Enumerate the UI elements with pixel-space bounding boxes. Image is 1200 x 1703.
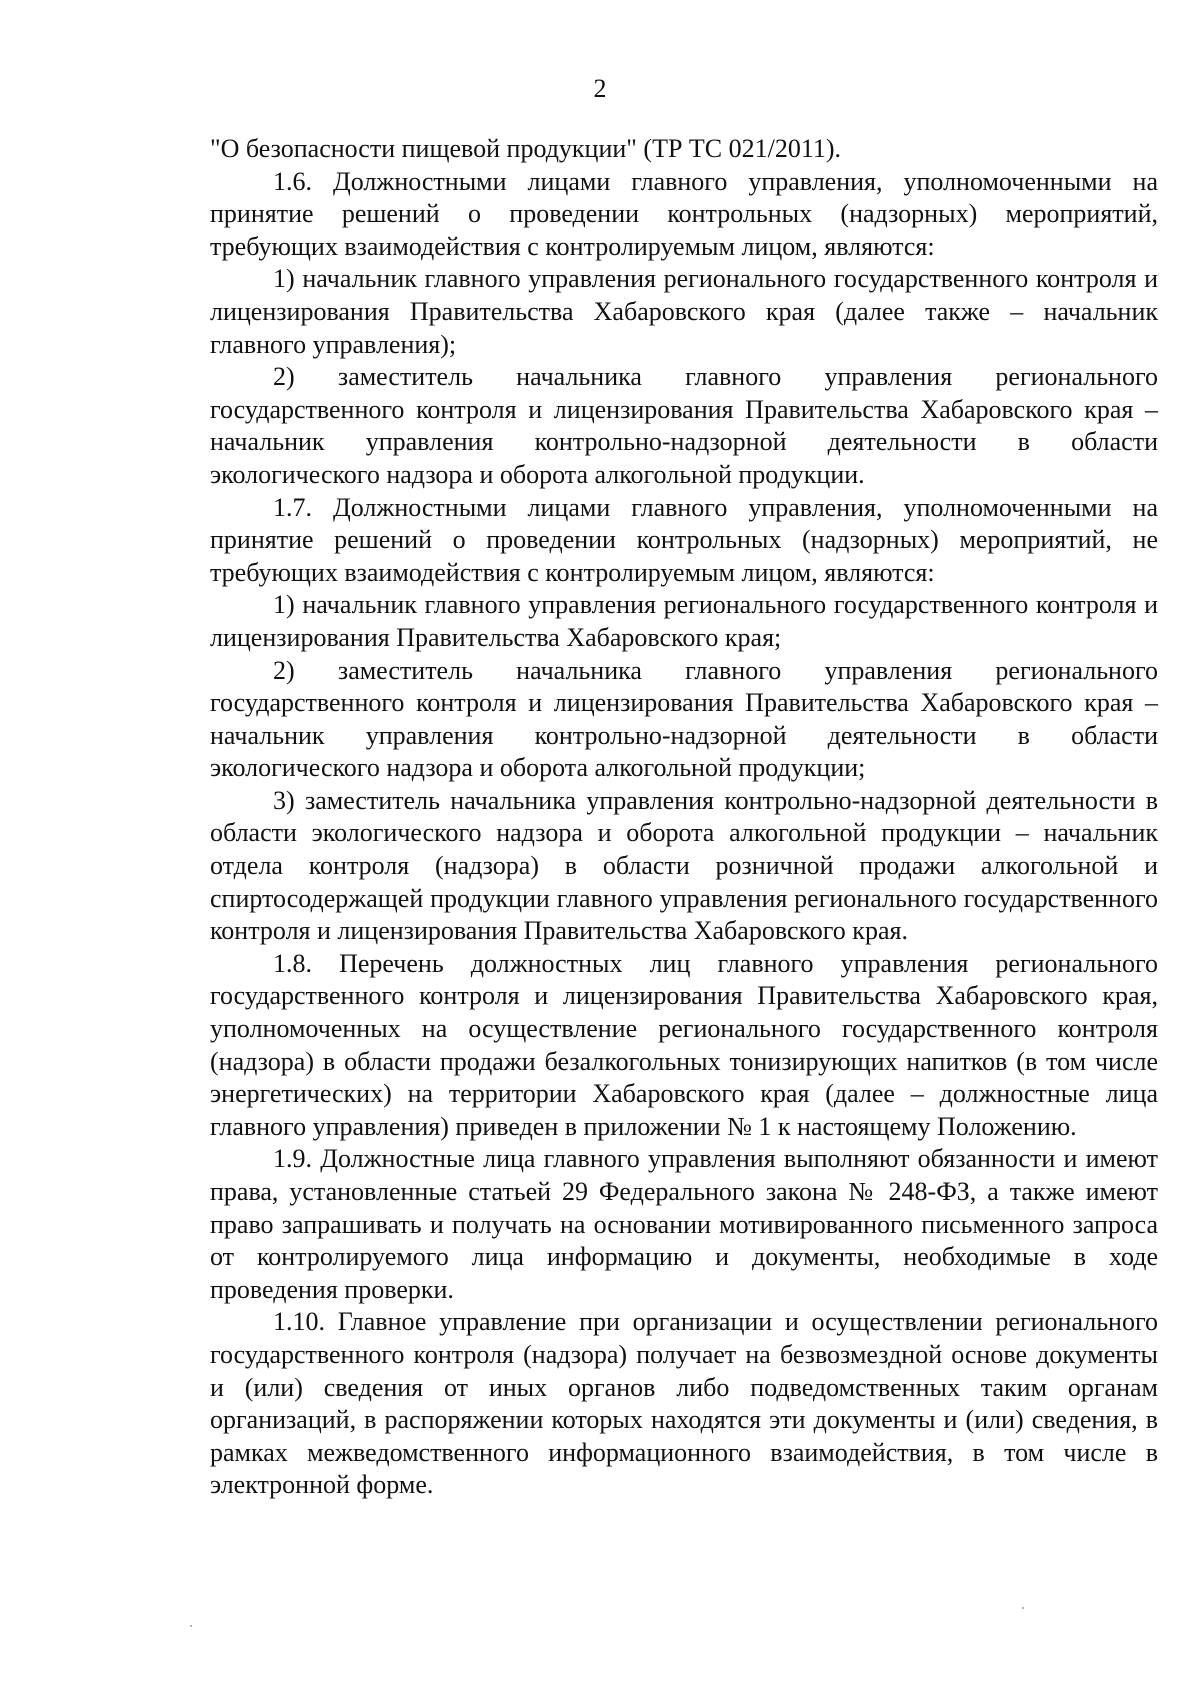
- paragraph-1-7: 1.7. Должностными лицами главного управления, уполномоченными на принятие решений о проведении контрольных (надзорных) мероприятий, не требующих взаимодействия с контролируемым лицом, являются:: [210, 492, 1158, 587]
- paragraph-1-7-item-2: 2) заместитель начальника главного управления регионального государственного контроля и лицензирования Правительства Хабаровского края – начальник управления контрольно-надзорной деятельности в области экологического надзора и оборота алкогольной продукции;: [210, 655, 1158, 783]
- paragraph-1-7-item-3: 3) заместитель начальника управления контрольно-надзорной деятельности в области экологического надзора и оборота алкогольной продукции – начальник отдела контроля (надзора) в области розничной продажи алкогольной и спиртосодержащей продукции главного управления регионального государственного контроля и лицензирования Правительства Хабаровского края.: [210, 785, 1158, 946]
- paragraph-1-7-item-1: 1) начальник главного управления регионального государственного контроля и лицензирования Правительства Хабаровского края;: [210, 590, 1158, 652]
- scan-speck-left: [190, 1625, 192, 1627]
- scan-speck-right: [1022, 1607, 1024, 1609]
- paragraph-1-9: 1.9. Должностные лица главного управления выполняют обязанности и имеют права, установленные статьей 29 Федерального закона № 248-ФЗ, а также имеют право запрашивать и получать на основании мотивированного письменного запроса от контролируемого лица информацию и документы, необходимые в ходе проведения проверки.: [210, 1144, 1158, 1304]
- paragraph-1-6-item-2: 2) заместитель начальника главного управления регионального государственного контроля и лицензирования Правительства Хабаровского края – начальник управления контрольно-надзорной деятельности в области экологического надзора и оборота алкогольной продукции.: [210, 362, 1158, 489]
- paragraph-title-continuation: "О безопасности пищевой продукции" (ТР ТС 021/2011).: [210, 134, 842, 163]
- paragraph-1-6: 1.6. Должностными лицами главного управления, уполномоченными на принятие решений о проведении контрольных (надзорных) мероприятий, требующих взаимодействия с контролируемым лицом, являются:: [210, 166, 1158, 261]
- paragraph-1-8: 1.8. Перечень должностных лиц главного управления регионального государственного контроля и лицензирования Правительства Хабаровского края, уполномоченных на осуществление регионального государственного контроля (надзора) в области продажи безалкогольных тонизирующих напитков (в том числе энергетических) на территории Хабаровского края (далее – должностные лица главного управления) приведен в приложении № 1 к настоящему Положению.: [210, 948, 1158, 1141]
- paragraph-1-10: 1.10. Главное управление при организации и осуществлении регионального государственного контроля (надзора) получает на безвозмездной основе документы и (или) сведения от иных органов либо подведомственных таким органам организаций, в распоряжении которых находятся эти документы и (или) сведения, в рамках межведомственного информационного взаимодействия, в том числе в электронной форме.: [210, 1307, 1158, 1500]
- paragraph-1-6-item-1: 1) начальник главного управления регионального государственного контроля и лицензирования Правительства Хабаровского края (далее также – начальник главного управления);: [210, 264, 1158, 359]
- page-number: 2: [593, 74, 607, 103]
- document-body: [210, 133, 1158, 1502]
